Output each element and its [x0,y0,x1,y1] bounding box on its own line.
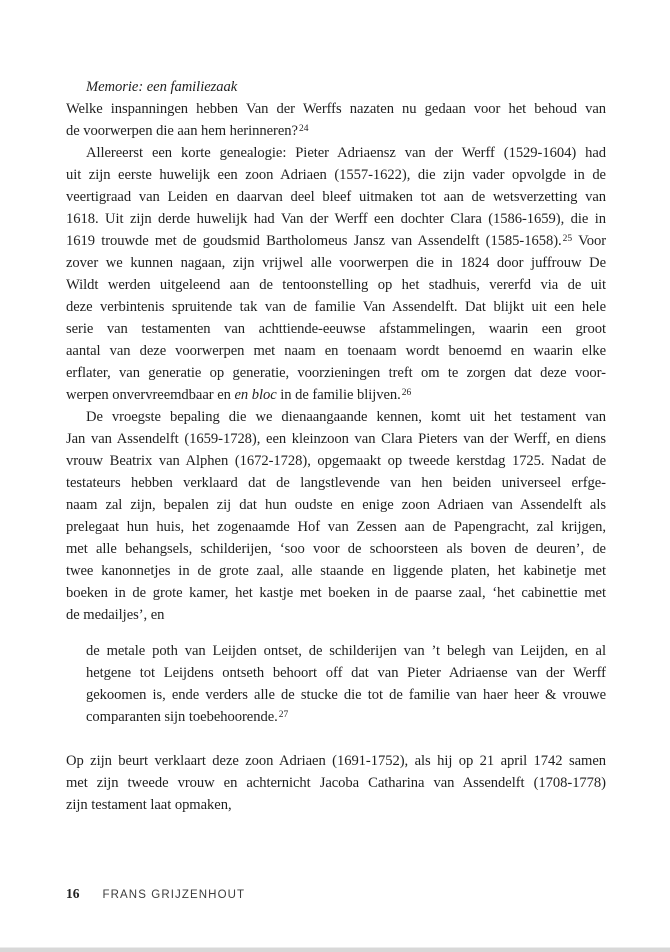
text-line [66,794,606,816]
text-line [66,538,606,560]
paragraph-3 [66,406,606,626]
paragraph-2 [66,142,606,406]
text-line [66,560,606,582]
body-text: de voorwerpen die aan hem herinneren? [66,123,298,139]
text-line [66,230,606,252]
body-text: Jan van Assendelft (1659-1728), een kleinzoon van Clara Pieters van der Werff, en diens [66,431,606,447]
text-line [66,582,606,604]
text-line [66,516,606,538]
text-line [86,706,606,728]
body-text: De vroegste bepaling die we dienaangaande kennen, komt uit het testament van [86,409,606,425]
text-line [66,750,606,772]
block-quote [86,640,606,728]
text-line [86,684,606,706]
paragraph-1 [66,98,606,142]
body-text: twee kanonnetjes in de grote zaal, alle staande en liggende platen, het kabinetje met [66,563,606,579]
body-text: zijn testament laat opmaken, [66,797,232,813]
body-text: comparanten sijn toebehoorende. [86,709,278,725]
running-header-author: FRANS GRIJZENHOUT [102,889,246,901]
body-text: erflater, van generatie op generatie, voorzieningen treft om te zorgen dat deze voor- [66,365,606,381]
text-line [86,640,606,662]
text-line [66,252,606,274]
text-line [66,450,606,472]
body-text: Op zijn beurt verklaart deze zoon Adriaen (1691-1752), als hij op 21 april 1742 samen [66,753,606,769]
body-text: de metale poth van Leijden ontset, de schilderijen van ’t belegh van Leijden, en al [86,643,606,659]
text-line [66,340,606,362]
text-line [66,604,606,626]
text-line [66,98,606,120]
text-line [66,120,606,142]
body-text: Voor [572,233,607,249]
text-line [66,772,606,794]
body-text: testateurs hebben verklaard dat de langstlevende van hen beiden universeel erfge- [66,475,606,491]
text-line [66,428,606,450]
body-text: met alle behangsels, schilderijen, ‘soo voor de schoorsteen als boven de deuren’, de [66,541,606,557]
footnote-ref: 26 [401,387,412,398]
footnote-ref: 25 [562,233,573,244]
body-text: de medailjes’, en [66,607,165,623]
body-text: Wildt werden uitgeleend aan de tentoonstelling op het stadhuis, vererfd via de uit [66,277,606,293]
body-text: Welke inspanningen hebben Van der Werffs nazaten nu gedaan voor het behoud van [66,101,606,117]
text-line [66,76,606,98]
section-heading [66,76,606,98]
body-text: 1619 trouwde met de goudsmid Bartholomeus Jansz van Assendelft (1585-1658). [66,233,562,249]
footnote-ref: 27 [278,709,289,720]
body-text: Allereerst een korte genealogie: Pieter Adriaensz van der Werff (1529-1604) had [86,145,606,161]
body-text: boeken in de grote kamer, het kastje met boeken in de paarse zaal, ‘het cabinettie met [66,585,606,601]
text-line [86,662,606,684]
body-text: 1618. Uit zijn derde huwelijk had Van der Werff een dochter Clara (1586-1659), die in [66,211,606,227]
text-line [66,384,606,406]
paragraph-4 [66,750,606,816]
body-text: zover we kunnen nagaan, zijn vrijwel alle voorwerpen die in 1824 door juffrouw De [66,255,606,271]
text-line [66,164,606,186]
text-line [66,494,606,516]
italic-text: en bloc [234,387,277,403]
text-line [66,472,606,494]
body-text: hetgene tot Leijdens ontseth behoort off dat van Pieter Adriaense van der Werff [86,665,606,681]
italic-text: Memorie: een familiezaak [86,79,238,95]
body-text: vrouw Beatrix van Alphen (1672-1728), opgemaakt op tweede kerstdag 1725. Nadat de [66,453,606,469]
body-text: uit zijn eerste huwelijk een zoon Adriaen (1557-1622), die zijn vader opvolgde in de [66,167,606,183]
text-column [66,76,606,816]
text-line [66,406,606,428]
body-text: deze verbintenis spruitende tak van de familie Van Assendelft. Dat blijkt uit een hele [66,299,606,315]
body-text: veertigraad van Leiden en daarvan deel bleef uitmaken tot aan de wetsverzetting van [66,189,606,205]
text-line [66,186,606,208]
body-text: naam zal zijn, bepalen zij dat hun oudste en enige zoon Adriaen van Assendelft als [66,497,606,513]
body-text: gekoomen is, ende verders alle de stucke die tot de familie van haer heer & vrouwe [86,687,606,703]
text-line [66,142,606,164]
text-line [66,296,606,318]
body-text: prelegaat hun huis, het zogenaamde Hof van Zessen aan de Papengracht, zal krijgen, [66,519,606,535]
text-line [66,208,606,230]
body-text: in de familie blijven. [276,387,401,403]
body-text: met zijn tweede vrouw en achternicht Jacoba Catharina van Assendelft (1708-1778) [66,775,606,791]
page-number: 16 [66,886,80,901]
footnote-ref: 24 [298,123,309,134]
body-text: aantal van deze voorwerpen met naam en toenaam wordt benoemd en waarin elke [66,343,606,359]
page-bottom-edge [0,947,670,952]
page-footer [66,886,245,902]
body-text: werpen onvervreemdbaar en [66,387,235,403]
text-line [66,318,606,340]
text-line [66,362,606,384]
body-text: serie van testamenten van achttiende-eeuwse afstammelingen, waarin een groot [66,321,606,337]
text-line [66,274,606,296]
